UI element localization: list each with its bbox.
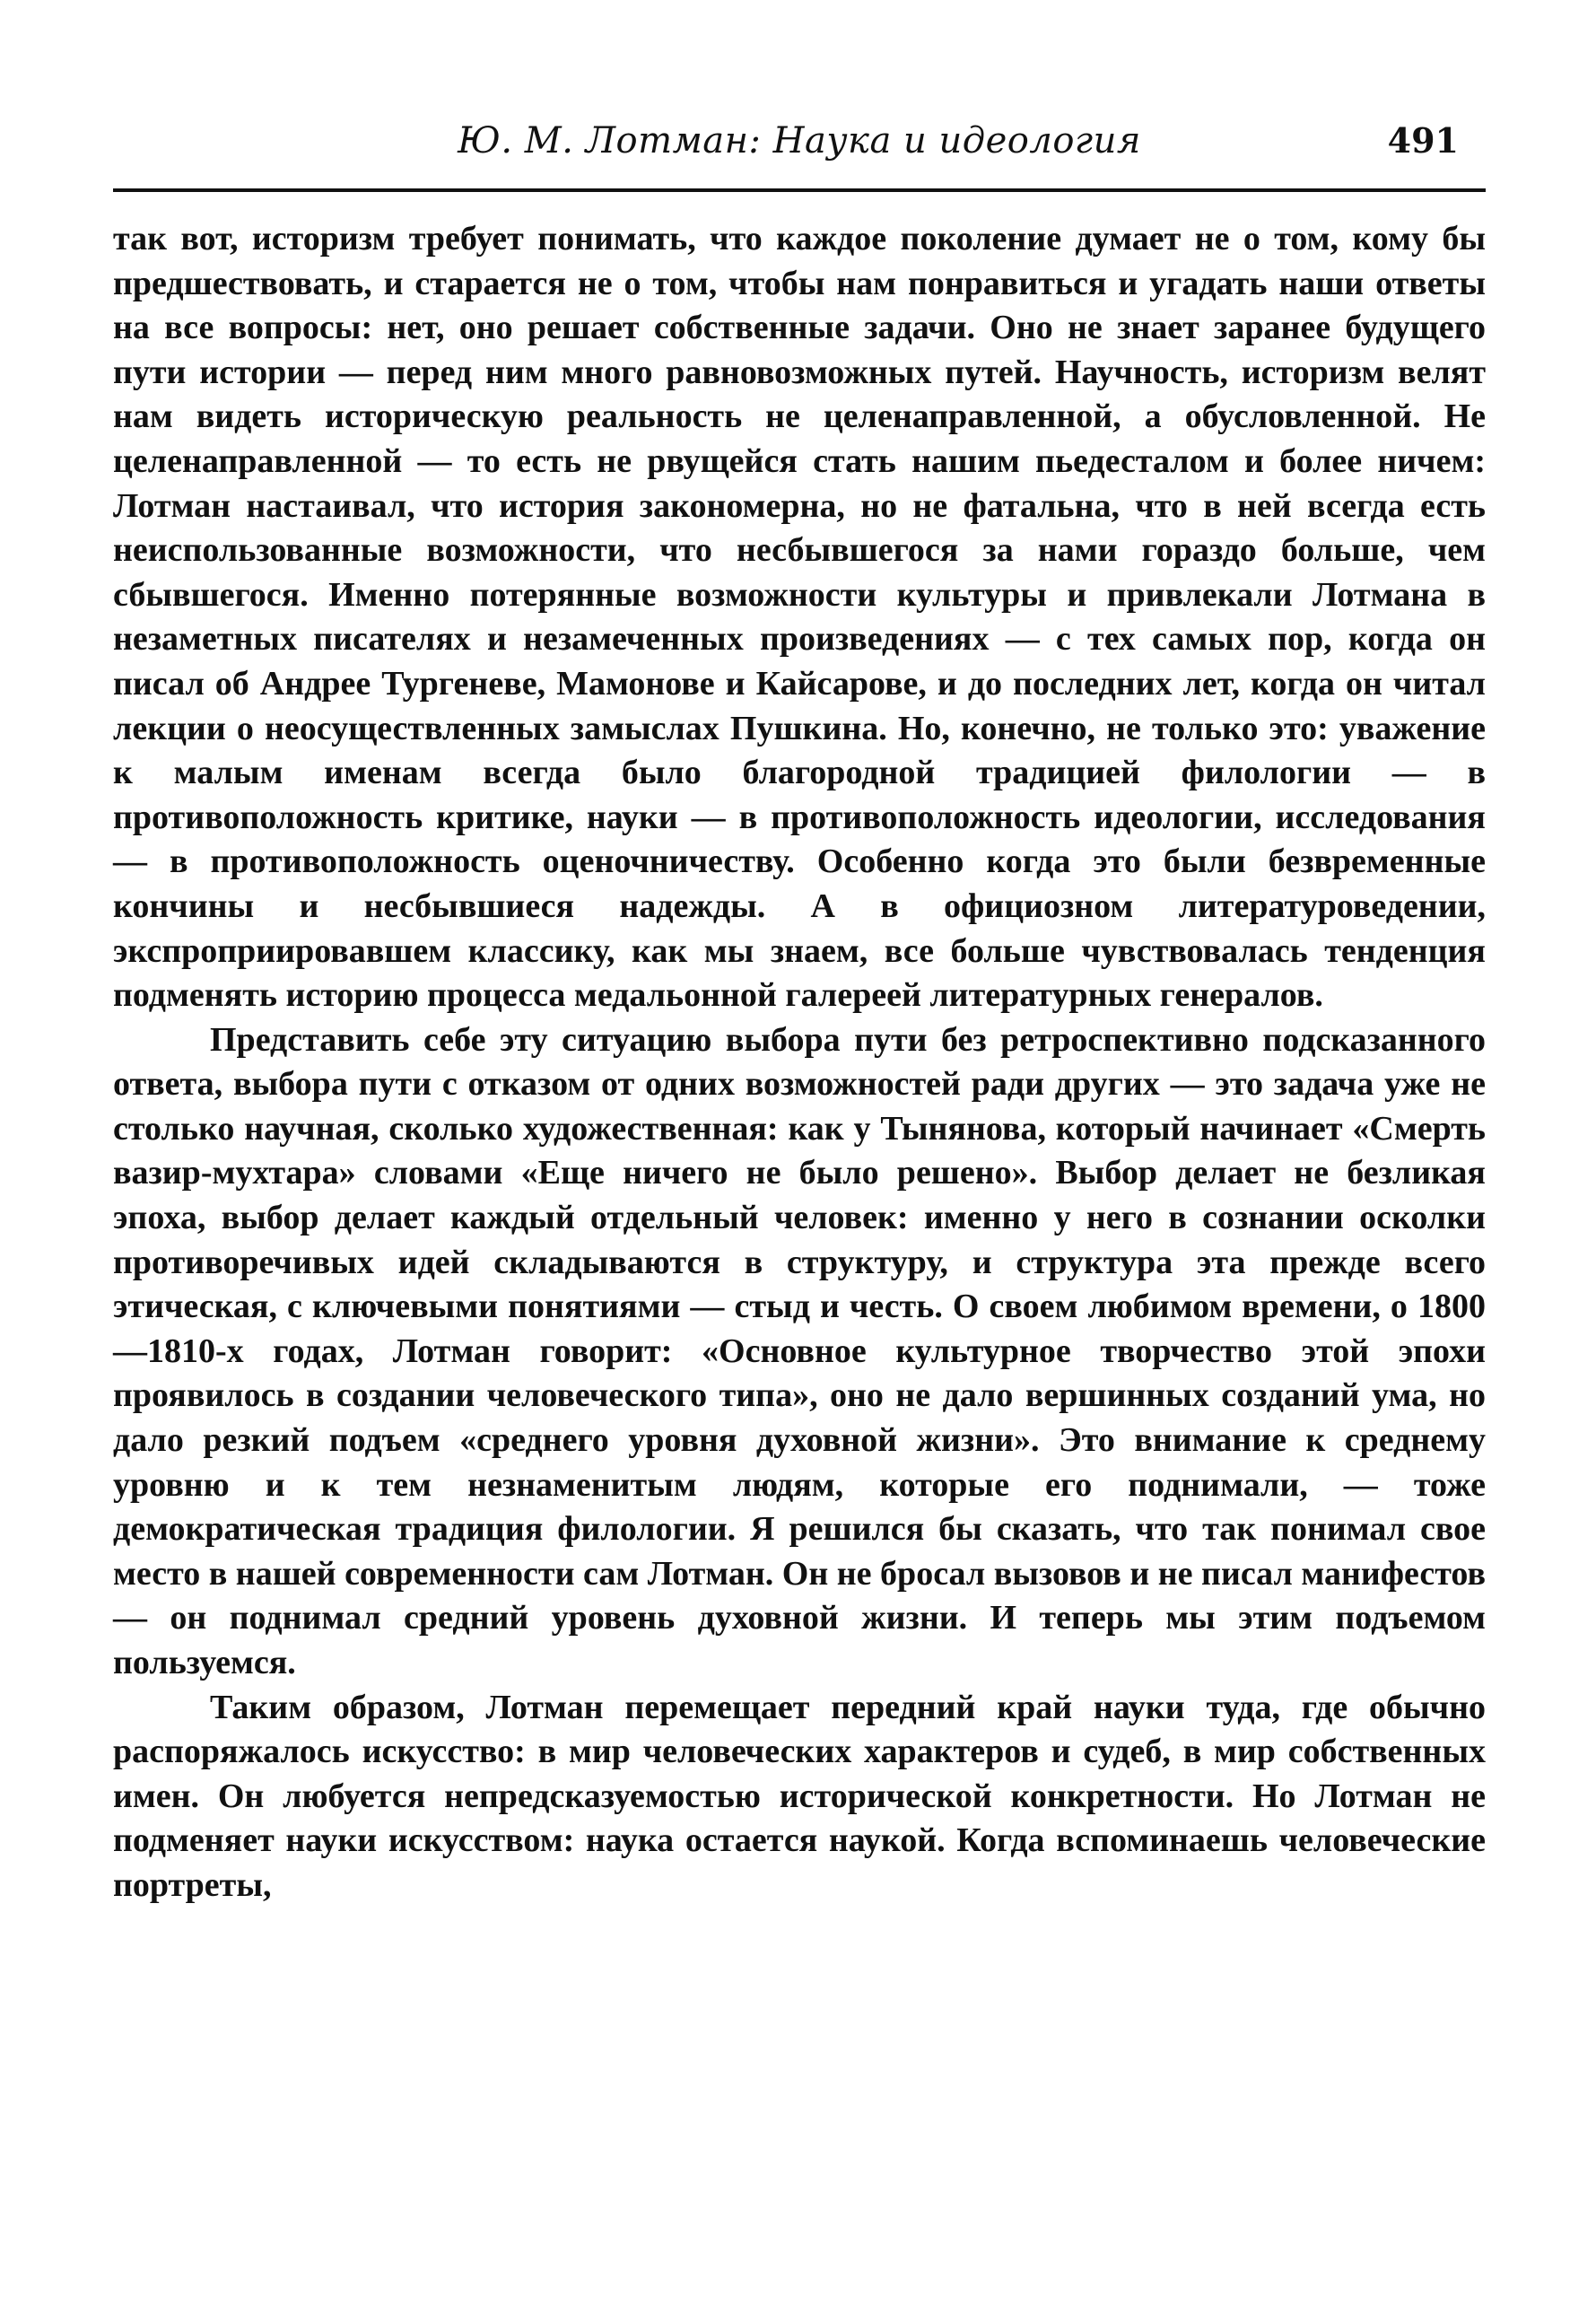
page-header: [113, 108, 1486, 192]
book-page: [113, 108, 1486, 1908]
paragraph-1: так вот, историзм требует понимать, что каждое поколение думает не о том, кому бы предшествовать, и старается не о том, чтобы нам понравиться и угадать наши ответы на все вопросы: нет, оно решает собственные задачи. Оно не знает заранее будущего пути истории — перед ним много равновозможных путей. Научность, историзм велят нам видеть историческую реальность не целенаправленной, а обусловленной. Не целенаправленной — то есть не рвущейся стать нашим пьедесталом и более ничем: Лотман настаивал, что история закономерна, но не фатальна, что в ней всегда есть неиспользованные возможности, что несбывшегося за нами гораздо больше, чем сбывшегося. Именно потерянные возможности культуры и привлекали Лотмана в незаметных писателях и незамеченных произведениях — с тех самых пор, когда он писал об Андрее Тургеневе, Мамонове и Кайсарове, и до последних лет, когда он читал лекции о неосуществленных замыслах Пушкина. Но, конечно, не только это: уважение к малым именам всегда было благородной традицией филологии — в противоположность критике, науки — в противоположность идеологии, исследования — в противоположность оценочничеству. Особенно когда это были безвременные кончины и несбывшиеся надежды. А в официозном литературоведении, экспроприировавшем классику, как мы знаем, все больше чувствовалась тенденция подменять историю процесса медальонной галереей литературных генералов.: [113, 220, 1486, 1015]
paragraph-2: Представить себе эту ситуацию выбора пути без ретроспективно подсказанного ответа, выбора пути с отказом от одних возможностей ради других — это задача уже не столько научная, сколько художественная: как у Тынянова, который начинает «Смерть вазир-мухтара» словами «Еще ничего не было решено». Выбор делает не безликая эпоха, выбор делает каждый отдельный человек: именно у него в сознании осколки противоречивых идей складываются в структуру, и структура эта прежде всего этическая, с ключевыми понятиями — стыд и честь. О своем любимом времени, о 1800—1810-х годах, Лотман говорит: «Основное культурное творчество этой эпохи проявилось в создании человеческого типа», оно не дало вершинных созданий ума, но дало резкий подъем «среднего уровня духовной жизни». Это внимание к среднему уровню и к тем незнаменитым людям, которые его поднимали, — тоже демократическая традиция филологии. Я решился бы сказать, что так понимал свое место в нашей современности сам Лотман. Он не бросал вызовов и не писал манифестов — он поднимал средний уровень духовной жизни. И теперь мы этим подъемом пользуемся.: [113, 1020, 1486, 1681]
body-text: [113, 217, 1486, 1908]
paragraph-3: Таким образом, Лотман перемещает передний край науки туда, где обычно распоряжалось искусство: в мир человеческих характеров и судеб, в мир собственных имен. Он любуется непредсказуемостью исторической конкретности. Но Лотман не подменяет науки искусством: наука остается наукой. Когда вспоминаешь человеческие портреты,: [113, 1688, 1486, 1904]
page-number: 491: [1387, 120, 1459, 161]
running-title: Ю. М. Лотман: Наука и идеология: [458, 120, 1141, 162]
